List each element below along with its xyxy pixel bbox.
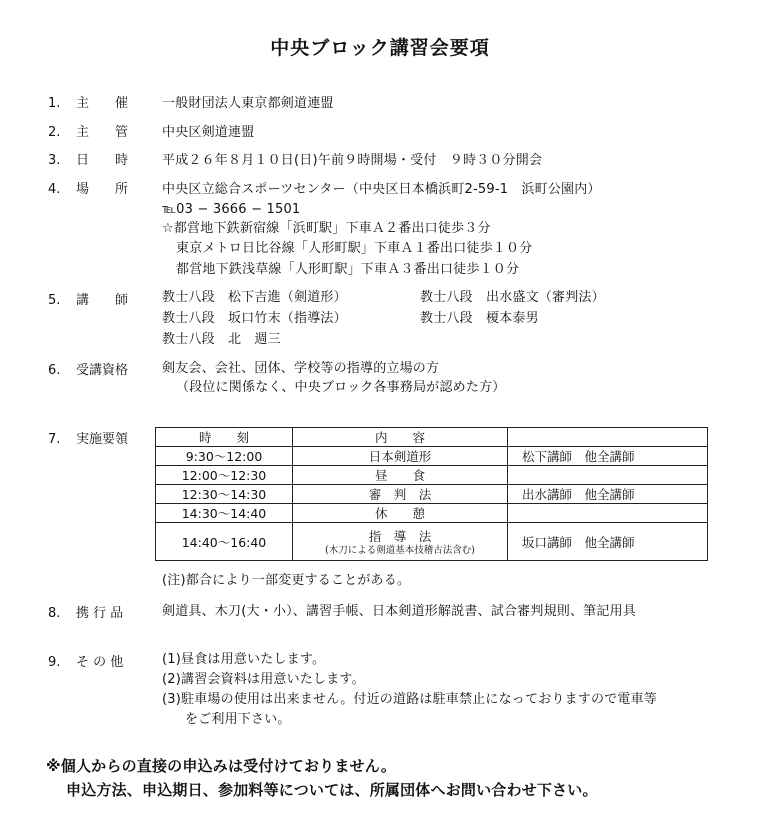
- venue-value: 中央区立総合スポーツセンター（中央区日本橋浜町2-59-1 浜町公園内）: [162, 182, 601, 197]
- item-number: 9.: [48, 655, 61, 670]
- other-item: (2)講習会資料は用意いたします。: [162, 672, 365, 687]
- column-header-content: 内 容: [293, 428, 508, 447]
- lecturer-cell: [508, 504, 708, 523]
- lecturer-cell: 松下講師 他全講師: [508, 447, 708, 466]
- access-line: 都営地下鉄浅草線「人形町駅」下車Ａ３番出口徒歩１０分: [176, 262, 520, 277]
- item-number: 3.: [48, 153, 61, 168]
- table-row: [156, 504, 708, 523]
- table-header-row: [156, 428, 708, 447]
- page-title: 中央ブロック講習会要項: [270, 37, 490, 59]
- date-value: 平成２６年８月１０日(日)午前９時開場・受付 ９時３０分開会: [162, 153, 543, 168]
- time-cell: 9:30〜12:00: [156, 447, 293, 466]
- belongings-label: 携 行 品: [76, 606, 124, 621]
- footer-inquiry: 申込方法、申込期日、参加料等については、所属団体へお問い合わせ下さい。: [66, 781, 598, 799]
- column-header-lecturer: [508, 428, 708, 447]
- manager-value: 中央区剣道連盟: [162, 125, 255, 140]
- instructor-entry: 教士八段 北 週三: [162, 332, 281, 347]
- content-sub: (木刀による剣道基本技稽古法含む): [325, 544, 475, 556]
- item-number: 7.: [48, 432, 61, 447]
- content-cell: 休 憩: [293, 504, 508, 523]
- table-row: [156, 447, 708, 466]
- venue-tel: ℡03 − 3666 − 1501: [162, 202, 301, 217]
- organizer-value: 一般財団法人東京都剣道連盟: [162, 96, 334, 111]
- content-cell: 日本剣道形: [293, 447, 508, 466]
- schedule-table: [155, 427, 708, 561]
- schedule-label: 実施要領: [76, 432, 129, 447]
- other-item: (3)駐車場の使用は出来ません。付近の道路は駐車禁止になっておりますので電車等: [162, 692, 657, 707]
- manager-label: 主 管: [76, 125, 129, 140]
- table-row: [156, 523, 708, 561]
- belongings-value: 剣道具、木刀(大・小）、講習手帳、日本剣道形解説書、試合審判規則、筆記用具: [162, 604, 636, 619]
- table-row: [156, 466, 708, 485]
- column-header-time: 時 刻: [156, 428, 293, 447]
- instructor-entry: 教士八段 榎本泰男: [420, 311, 539, 326]
- content-cell: [293, 523, 508, 561]
- eligibility-value: 剣友会、会社、団体、学校等の指導的立場の方: [162, 361, 440, 376]
- lecturer-cell: 坂口講師 他全講師: [508, 523, 708, 561]
- content-main: 指 導 法: [368, 528, 432, 544]
- eligibility-note: （段位に関係なく、中央ブロック各事務局が認めた方）: [176, 380, 506, 395]
- organizer-label: 主 催: [76, 96, 129, 111]
- content-cell: 昼 食: [293, 466, 508, 485]
- item-number: 8.: [48, 606, 61, 621]
- access-line: 東京メトロ日比谷線「人形町駅」下車Ａ１番出口徒歩１０分: [176, 241, 533, 256]
- lecturer-cell: 出水講師 他全講師: [508, 485, 708, 504]
- item-number: 2.: [48, 125, 61, 140]
- time-cell: 14:30〜14:40: [156, 504, 293, 523]
- time-cell: 12:30〜14:30: [156, 485, 293, 504]
- item-number: 1.: [48, 96, 61, 111]
- instructor-entry: 教士八段 出水盛文（審判法）: [420, 290, 605, 305]
- time-cell: 14:40〜16:40: [156, 523, 293, 561]
- footer-notice: ※個人からの直接の申込みは受付けておりません。: [46, 757, 397, 775]
- other-label: そ の 他: [76, 655, 124, 670]
- item-number: 5.: [48, 293, 61, 308]
- table-row: [156, 485, 708, 504]
- access-line: ☆都営地下鉄新宿線「浜町駅」下車Ａ２番出口徒歩３分: [162, 221, 491, 236]
- eligibility-label: 受講資格: [76, 363, 129, 378]
- schedule-note: (注)都合により一部変更することがある。: [162, 573, 411, 588]
- instructor-entry: 教士八段 松下吉進（剣道形）: [162, 290, 347, 305]
- lecturer-cell: [508, 466, 708, 485]
- date-label: 日 時: [76, 153, 129, 168]
- instructors-label: 講 師: [76, 293, 129, 308]
- other-item: (1)昼食は用意いたします。: [162, 652, 326, 667]
- content-cell: 審 判 法: [293, 485, 508, 504]
- time-cell: 12:00〜12:30: [156, 466, 293, 485]
- instructor-entry: 教士八段 坂口竹末（指導法）: [162, 311, 347, 326]
- other-item: をご利用下さい。: [185, 712, 291, 727]
- item-number: 6.: [48, 363, 61, 378]
- item-number: 4.: [48, 182, 61, 197]
- venue-label: 場 所: [76, 182, 129, 197]
